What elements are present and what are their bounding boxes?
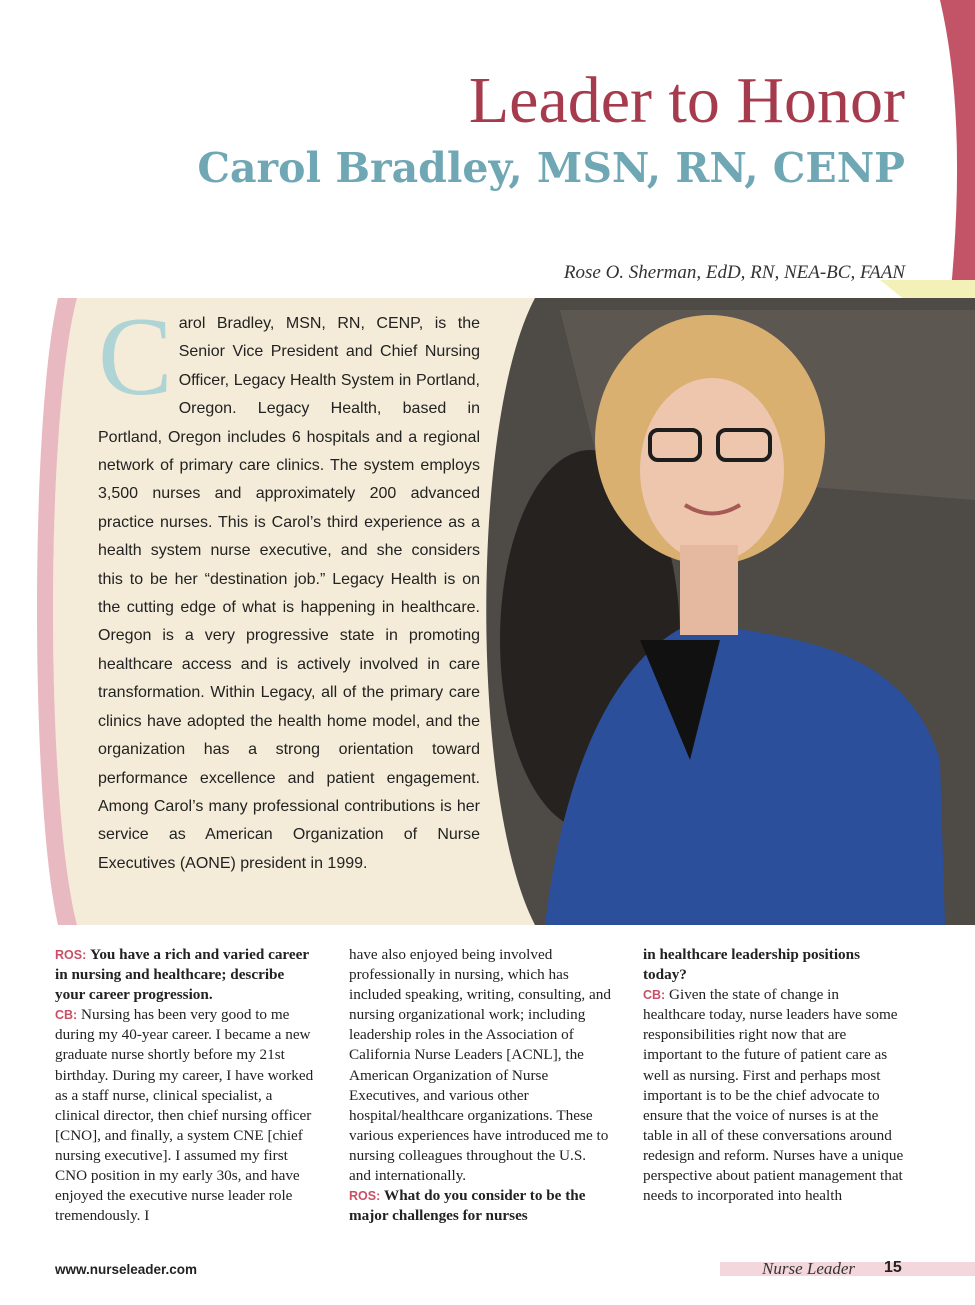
- question-2-continued: in healthcare leadership positions today?: [643, 946, 861, 984]
- portrait-face: [640, 378, 784, 562]
- answer-2-text: Given the state of change in healthcare today, nurse leaders have some responsibilities right now that are important to the future of patient care as well as nursing. First and perhaps most important is to be the chief advocate to ensure that the voice of nurses is at the table in all of these conversations around redesign and reform. Nurses have a unique perspective about patient management that needs to incorporated into health: [643, 986, 904, 1205]
- page-number: 15: [884, 1259, 902, 1276]
- answer-1-text: Nursing has been very good to me during my 40-year career. I became a new graduate nurse shortly before my 21st birthday. During my career, I have worked as a staff nurse, clinical specialist, a clinical director, then chief nursing officer [CNO], and finally, a system CNE [chief nursing executive]. I assumed my first CNO position in my early 30s, and have enjoyed the executive nurse leader role tremendously. I: [55, 1006, 314, 1225]
- article-subtitle: Carol Bradley, MSN, RN, CENP: [197, 144, 905, 192]
- ros-label: ROS:: [55, 948, 87, 962]
- article-title: Leader to Honor: [468, 64, 905, 137]
- cb-label: CB:: [55, 1008, 78, 1023]
- column-3: [643, 945, 905, 1206]
- top-right-pink-arc: [940, 0, 975, 300]
- intro-paragraph: [98, 295, 480, 878]
- answer-1-continued: have also enjoyed being involved professionally in nursing, which has included speaking, writing, consulting, and nursing organizational work; including leadership roles in the Association of California Nurse Leaders [ACNL], the American Organization of Nurse Executives, and various other hospital/healthcare organizations. These various experiences have introduced me to nursing colleagues throughout the U.S. and internationally.: [349, 946, 611, 1185]
- answer-2: [643, 985, 905, 1206]
- column-1: [55, 945, 317, 1226]
- drop-cap: C: [98, 295, 173, 419]
- column-2: [349, 945, 611, 1226]
- website-url[interactable]: www.nurseleader.com: [55, 1262, 198, 1277]
- ros-label: ROS:: [349, 1189, 381, 1204]
- cb-label: CB:: [643, 988, 666, 1003]
- question-1-text: You have a rich and varied career in nursing and healthcare; describe your career progression.: [55, 946, 309, 1004]
- question-2: [349, 1186, 611, 1226]
- question-1: [55, 945, 317, 1005]
- answer-1: [55, 1005, 317, 1226]
- portrait-neck: [680, 545, 738, 635]
- intro-text: arol Bradley, MSN, RN, CENP, is the Senior Vice President and Chief Nursing Officer, Legacy Health System in Portland, Oregon. Legacy Health, based in Portland, Oregon includes 6 hospitals and a regional network of primary care clinics. The system employs 3,500 nurses and approximately 200 advanced practice nurses. This is Carol’s third experience as a health system nurse executive, and she considers this to be her “destination job.” Legacy Health is on the cutting edge of what is happening in healthcare. Oregon is a very progressive state in promoting healthcare access and is actively involved in care transformation. Within Legacy, all of the primary care clinics have adopted the health home model, and the organization has a strong orientation toward performance excellence and patient engagement. Among Carol’s many professional contributions is her service as American Organization of Nurse Executives (AONE) president in 1999.: [98, 315, 480, 872]
- magazine-name: Nurse Leader: [762, 1259, 856, 1278]
- question-2-text: What do you consider to be the major challenges for nurses: [349, 1187, 586, 1225]
- author-byline: Rose O. Sherman, EdD, RN, NEA-BC, FAAN: [563, 262, 905, 283]
